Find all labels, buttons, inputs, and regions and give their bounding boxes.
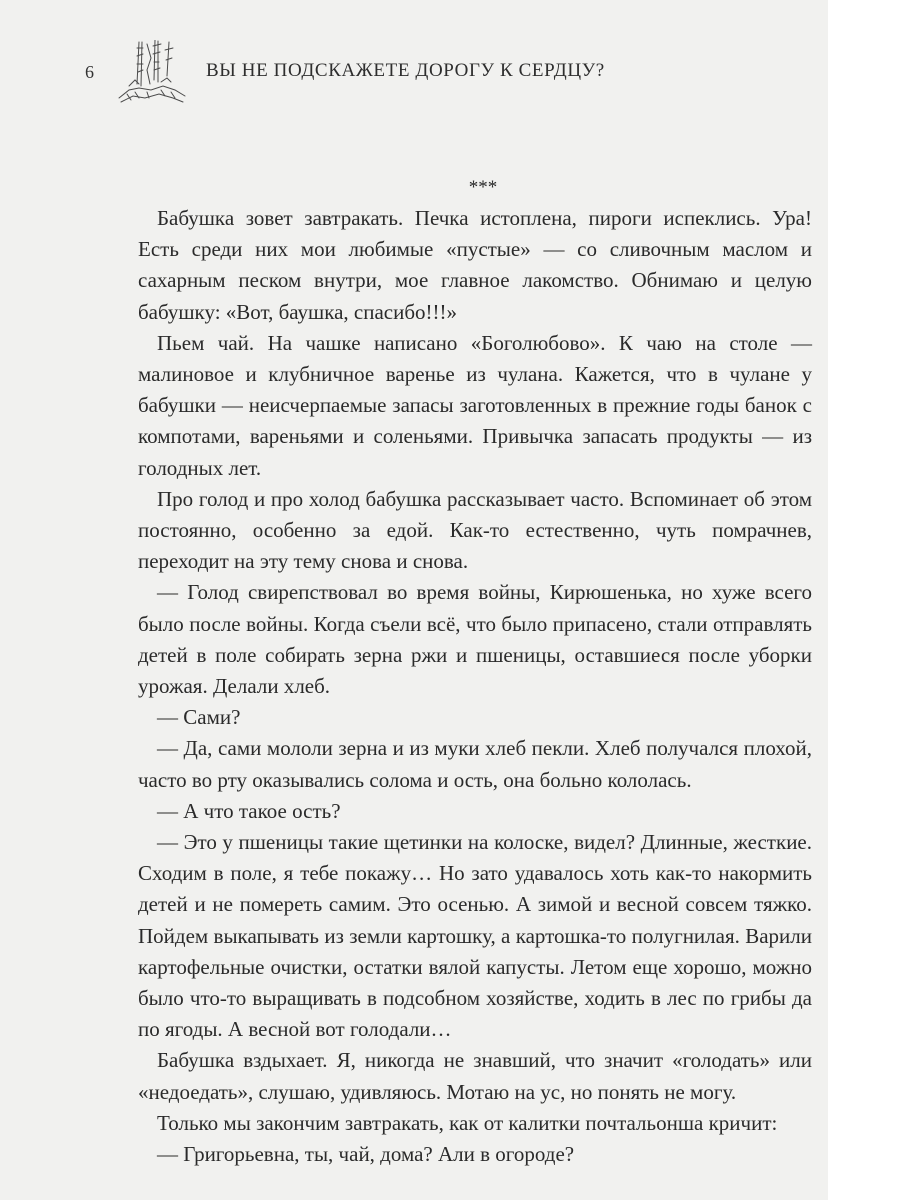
paragraph: — Это у пшеницы такие щетинки на колоске, видел? Длинные, жесткие. Сходим в поле, я тебе покажу… Но зато удавалось хоть как-то накормить детей и не помереть самим. Это осенью. А зимой и весной совсем тяжко. Пойдем выкапывать из земли картошку, а картошка-то полугнилая. Варили картофельные очистки, остатки вялой капусты. Летом еще хорошо, можно было что-то выращивать в подсобном хозяйстве, ходить в лес по грибы да по ягоды. А весной вот голодали… <box>138 830 812 1042</box>
paragraph: Только мы закончим завтракать, как от калитки почтальонша кричит: <box>157 1110 778 1135</box>
paragraph: — Голод свирепствовал во время войны, Кирюшенька, но хуже всего было после войны. Когда съели всё, что было припасено, стали отправлять детей в поле собирать зерна ржи и пшеницы, оставшиеся после уборки урожая. Делали хлеб. <box>138 580 812 699</box>
running-title: ВЫ НЕ ПОДСКАЖЕТЕ ДОРОГУ К СЕРДЦУ? <box>206 60 605 81</box>
page-number: 6 <box>85 62 94 82</box>
main-text <box>138 172 812 1170</box>
page-header <box>0 40 828 110</box>
paragraph: — А что такое ость? <box>157 798 341 823</box>
paragraph: Про голод и про холод бабушка рассказывает часто. Вспоминает об этом постоянно, особенно за едой. Как-то естественно, чуть помрачнев, переходит на эту тему снова и снова. <box>138 486 812 574</box>
section-separator: *** <box>468 177 498 198</box>
paragraph: — Григорьевна, ты, чай, дома? Али в огороде? <box>157 1142 575 1167</box>
paragraph: Бабушка зовет завтракать. Печка истоплена, пироги испеклись. Ура! Есть среди них мои любимые «пустые» — со сливочным маслом и сахарным песком внутри, мое главное лакомство. Обнимаю и целую бабушку: «Вот, баушка, спасибо!!!» <box>138 206 812 324</box>
paragraph: Пьем чай. На чашке написано «Боголюбово». К чаю на столе — малиновое и клубничное варенье из чулана. Кажется, что в чулане у бабушки — неисчерпаемые запасы заготовленных в прежние годы банок с компотами, вареньями и соленьями. Привычка запасать продукты — из голодных лет. <box>138 330 812 480</box>
paragraph: — Сами? <box>157 705 241 730</box>
paragraph: — Да, сами мололи зерна и из муки хлеб пекли. Хлеб получался плохой, часто во рту оказывались солома и ость, она больно кололась. <box>138 736 812 792</box>
sketch-illustration-icon <box>117 40 187 106</box>
paragraph: Бабушка вздыхает. Я, никогда не знавший, что значит «голодать» или «недоедать», слушаю, удивляюсь. Мотаю на ус, но понять не могу. <box>138 1048 812 1104</box>
